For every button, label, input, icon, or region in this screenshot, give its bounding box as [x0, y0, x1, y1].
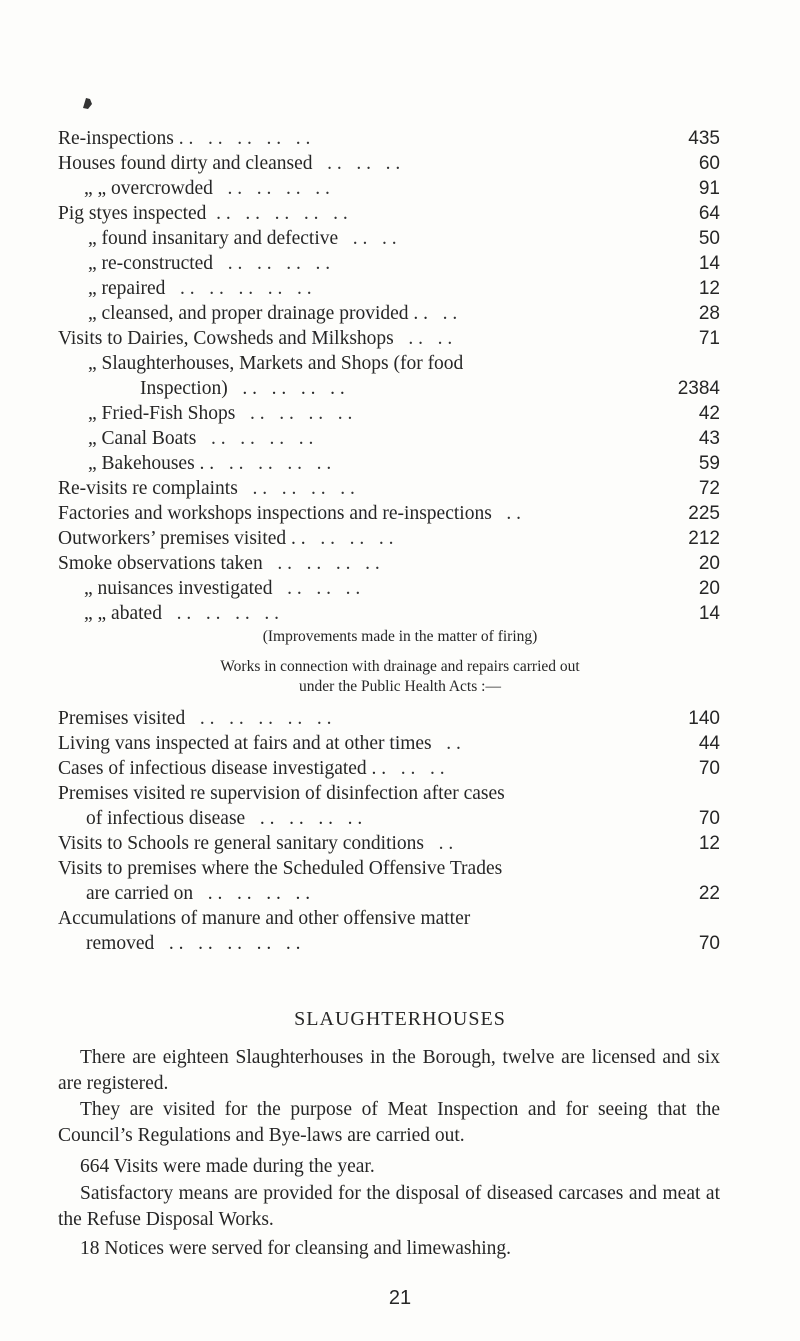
row-value: 70 — [698, 933, 720, 954]
page-number: 21 — [388, 1287, 412, 1309]
inspection-row — [58, 276, 720, 301]
inspection-row — [58, 476, 720, 501]
row-label-text: „ found insanitary and defective — [88, 228, 339, 249]
row-label — [58, 476, 355, 501]
row-leader-dots: . . — [428, 303, 458, 324]
row-label-text: „ Fried-Fish Shops — [88, 403, 236, 424]
slaughterhouses-paragraph-5: 18 Notices were served for cleansing and limewashing. — [80, 1238, 512, 1259]
inspection-row — [58, 526, 720, 551]
row-label — [84, 601, 279, 626]
row-leader-dots: . . . . — [393, 328, 453, 349]
inspection-row — [58, 301, 720, 326]
row-label — [58, 856, 502, 881]
row-leader-dots: . . . . . . — [312, 153, 401, 174]
row-value: 22 — [698, 883, 720, 904]
row-label — [58, 326, 452, 351]
row-label — [58, 831, 453, 856]
row-value: 44 — [698, 733, 720, 754]
row-label — [88, 426, 313, 451]
inspection-row — [58, 251, 720, 276]
row-value: 212 — [688, 528, 720, 549]
row-label-text: Premises visited re supervision of disinfection after cases — [58, 783, 505, 804]
inspection-row — [58, 601, 720, 626]
drainage-works-caption-line1: Works in connection with drainage and repairs carried out — [220, 658, 580, 675]
row-leader-dots: . . — [491, 503, 522, 524]
row-label-continuation: are carried on . . . . . . . . — [86, 883, 311, 904]
row-label — [58, 151, 400, 176]
row-leader-dots: . . . . . . . . . . — [185, 708, 332, 729]
row-leader-dots: . . . . . . . . — [262, 553, 380, 574]
row-label — [88, 301, 457, 326]
row-label — [58, 501, 521, 526]
row-leader-dots: . . . . . . — [272, 578, 361, 599]
slaughterhouses-paragraph-2: They are visited for the purpose of Meat Inspection and for seeing that the Council’s Regulations and Bye-laws are carried out. — [58, 1099, 720, 1146]
inspection-statistics-list — [58, 126, 720, 626]
row-value: 28 — [698, 303, 720, 324]
row-value: 43 — [698, 428, 720, 449]
row-leader-dots: . . . . . . . . — [237, 478, 355, 499]
row-label-text: Re-visits re complaints — [58, 478, 238, 499]
row-leader-dots: . . . . — [338, 228, 397, 249]
row-label-text: „ cleansed, and proper drainage provided . . — [88, 303, 429, 324]
row-value: 225 — [688, 503, 720, 524]
row-value: 70 — [698, 808, 720, 829]
works-row — [58, 831, 720, 856]
works-row — [58, 731, 720, 756]
row-leader-dots: . . . . . . . . . . — [173, 128, 311, 149]
works-row — [58, 706, 720, 731]
inspection-row — [58, 401, 720, 426]
row-label — [88, 451, 331, 476]
inspection-row — [58, 451, 720, 476]
slaughterhouses-heading: SLAUGHTERHOUSES — [294, 1008, 506, 1030]
inspection-row — [58, 201, 720, 226]
row-label — [84, 576, 360, 601]
works-row — [58, 781, 720, 831]
row-value: 59 — [698, 453, 720, 474]
row-value: 91 — [698, 178, 720, 199]
slaughterhouses-paragraph-3: 664 Visits were made during the year. — [80, 1156, 375, 1177]
works-row — [58, 756, 720, 781]
row-label-continuation: of infectious disease . . . . . . . . — [86, 808, 363, 829]
row-label-text: Accumulations of manure and other offensive matter — [58, 908, 471, 929]
row-label — [58, 731, 461, 756]
row-label-text: Visits to Schools re general sanitary conditions — [58, 833, 425, 854]
row-value: 20 — [698, 553, 720, 574]
row-value: 2384 — [677, 378, 720, 399]
row-label-text: Visits to premises where the Scheduled Offensive Trades — [58, 858, 503, 879]
row-label — [58, 526, 393, 551]
slaughterhouses-paragraph-4: Satisfactory means are provided for the disposal of diseased carcases and meat at the Refuse Disposal Works. — [58, 1183, 720, 1230]
inspection-row — [58, 351, 720, 401]
row-label-continuation: removed . . . . . . . . . . — [86, 933, 301, 954]
row-label — [88, 276, 312, 301]
row-leader-dots: . . — [424, 833, 454, 854]
row-label — [58, 201, 348, 226]
row-leader-dots: . . — [431, 733, 461, 754]
row-value: 71 — [698, 328, 720, 349]
row-value: 70 — [698, 758, 720, 779]
row-leader-dots: . . . . . . . . — [161, 603, 279, 624]
row-value: 14 — [698, 253, 720, 274]
row-label-text: Smoke observations taken — [58, 553, 263, 574]
row-leader-dots: . . . . . . — [305, 528, 394, 549]
row-label-text: „ repaired — [88, 278, 166, 299]
row-label-text: „ re-constructed — [88, 253, 214, 274]
inspection-row — [58, 551, 720, 576]
works-row — [58, 856, 720, 906]
row-leader-dots: . . . . . . . . — [212, 178, 330, 199]
inspection-row — [58, 126, 720, 151]
row-value: 12 — [698, 833, 720, 854]
row-label-text: Cases of infectious disease investigated . . — [58, 758, 387, 779]
slaughterhouses-paragraph-1: There are eighteen Slaughterhouses in the Borough, twelve are licensed and six are registered. — [58, 1047, 720, 1094]
row-leader-dots: . . . . . . . . — [235, 403, 353, 424]
row-label-text: Living vans inspected at fairs and at other times — [58, 733, 432, 754]
firing-improvements-note: (Improvements made in the matter of firing) — [262, 628, 538, 645]
row-label-text: Outworkers’ premises visited . . — [58, 528, 306, 549]
row-value: 435 — [688, 128, 720, 149]
row-label — [58, 781, 505, 806]
row-value: 60 — [698, 153, 720, 174]
row-value: 72 — [698, 478, 720, 499]
row-label-text: Pig styes inspected — [58, 203, 207, 224]
inspection-row — [58, 151, 720, 176]
row-value: 42 — [698, 403, 720, 424]
row-label-text: „ Canal Boats — [88, 428, 197, 449]
row-leader-dots: . . . . — [386, 758, 445, 779]
inspection-row — [58, 226, 720, 251]
row-label-text: „ Slaughterhouses, Markets and Shops (for food — [88, 353, 464, 374]
row-label-text: „ nuisances investigated — [84, 578, 273, 599]
row-leader-dots: . . . . . . . . . . — [206, 203, 348, 224]
row-label-text: „ „ abated — [84, 603, 162, 624]
row-label — [88, 226, 397, 251]
ink-blot-mark — [80, 96, 94, 110]
row-leader-dots: . . . . . . . . — [214, 453, 332, 474]
inspection-row — [58, 426, 720, 451]
row-label — [88, 401, 352, 426]
inspection-row — [58, 501, 720, 526]
row-label-continuation: Inspection) . . . . . . . . — [140, 378, 345, 399]
inspection-row — [58, 176, 720, 201]
row-value: 140 — [688, 708, 720, 729]
row-label — [58, 756, 445, 781]
row-leader-dots: . . . . . . . . . . — [165, 278, 312, 299]
row-label — [88, 251, 330, 276]
row-value: 64 — [698, 203, 720, 224]
row-label — [58, 706, 332, 731]
row-label-text: Factories and workshops inspections and re-inspections — [58, 503, 492, 524]
row-label — [88, 351, 463, 376]
row-leader-dots: . . . . . . . . — [213, 253, 331, 274]
inspection-row — [58, 326, 720, 351]
works-row — [58, 906, 720, 956]
row-value: 14 — [698, 603, 720, 624]
row-value: 12 — [698, 278, 720, 299]
row-leader-dots: . . . . . . . . — [196, 428, 314, 449]
row-label-text: „ Bakehouses . . — [88, 453, 215, 474]
public-health-works-list — [58, 706, 720, 956]
row-label-text: „ „ overcrowded — [84, 178, 213, 199]
row-label — [58, 551, 380, 576]
row-label — [58, 126, 310, 151]
row-label — [58, 906, 470, 931]
row-value: 20 — [698, 578, 720, 599]
inspection-row — [58, 576, 720, 601]
row-label-text: Re-inspections — [58, 128, 174, 149]
row-label — [84, 176, 330, 201]
row-value: 50 — [698, 228, 720, 249]
row-label-text: Houses found dirty and cleansed — [58, 153, 313, 174]
row-label-text: Premises visited — [58, 708, 186, 729]
row-label-text: Visits to Dairies, Cowsheds and Milkshops — [58, 328, 394, 349]
drainage-works-caption-line2: under the Public Health Acts :— — [299, 678, 501, 695]
